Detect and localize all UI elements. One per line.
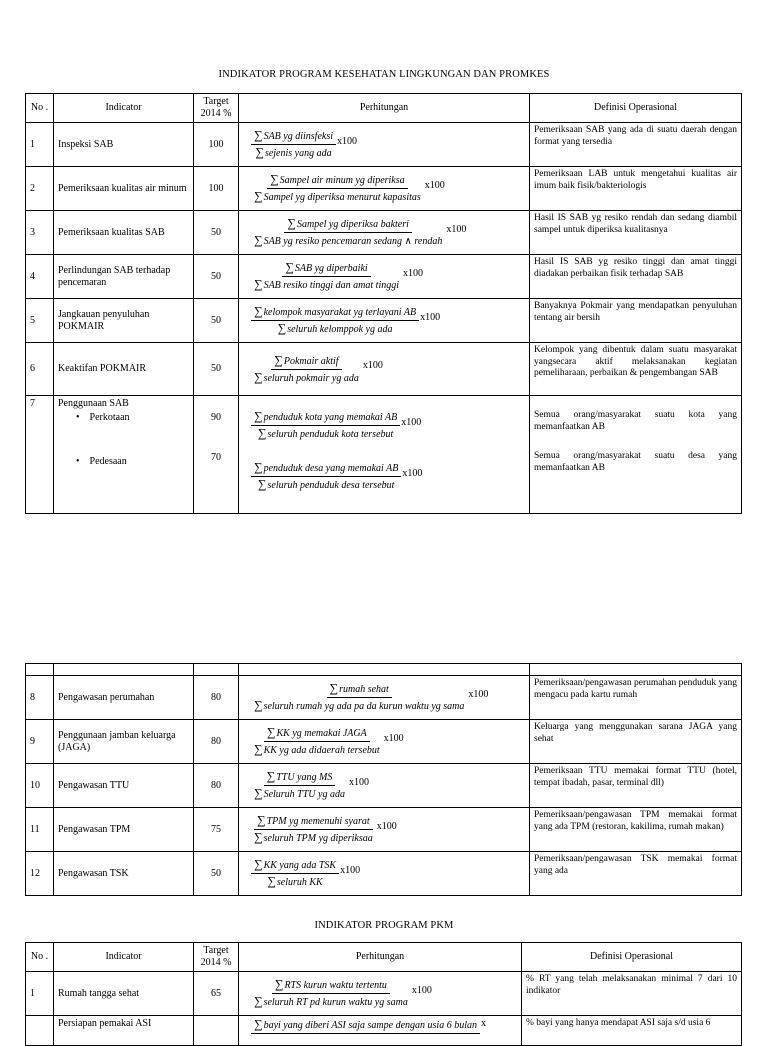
- row-formula: $\frac{\text{∑TTU yang MS}}{\text{∑Seluruh TTU yg ada}}$ x100: [239, 764, 530, 808]
- header-row: [26, 94, 742, 123]
- formula-numerator: Sampel yg diperiksa bakteri: [296, 219, 409, 230]
- row-indicator: Pengawasan TSK: [54, 852, 194, 896]
- row-formula: $\frac{\text{∑Sampel air minum yg diperiksa}}{\text{∑Sampel yg diperiksa menurut kapasitas}}$ x100: [239, 167, 530, 211]
- row-no: 7: [26, 396, 54, 514]
- formula-denominator: seluruh TPM yg diperiksaa: [263, 833, 373, 844]
- row-target: [194, 1016, 239, 1046]
- row-no: 1: [26, 972, 54, 1016]
- row-definition: Hasil IS SAB yg resiko tinggi dan amat tinggi diadakan perbaikan fisik terhadap SAB: [530, 255, 742, 299]
- header-definisi: Definisi Operasional: [522, 943, 742, 972]
- row-no: 5: [26, 299, 54, 343]
- header-definisi: Definisi Operasional: [530, 94, 742, 123]
- formula-multiplier: x100: [402, 467, 423, 479]
- header-target: Target 2014 %: [194, 943, 239, 972]
- row-indicator: Penggunaan jamban keluarga (JAGA): [54, 720, 194, 764]
- sub-indicator-pedesaan: • Pedesaan: [76, 456, 189, 468]
- table-row: [26, 808, 742, 852]
- row-target: 100: [194, 123, 239, 167]
- row-formula: $\frac{\text{∑SAB yg diperbaiki}}{\text{∑SAB resiko tinggi dan amat tinggi}}$ x100: [239, 255, 530, 299]
- row-definition: Pemeriksaan/pengawasan TSK memakai format yang ada: [530, 852, 742, 896]
- table-pkm: [25, 942, 742, 1046]
- row-definition: Kelompok yang dibentuk dalam suatu masyarakat yangsecara aktif melaksanakan kegiatan pemeliharaan, perbaikan & pengembangan SAB: [530, 343, 742, 396]
- row-indicator-group: [54, 396, 194, 514]
- formula-multiplier: x100: [420, 311, 441, 323]
- row-target-pedesaan: 70: [211, 452, 221, 463]
- formula-numerator: TPM yg memenuhi syarat: [266, 816, 370, 827]
- row-target: 75: [194, 808, 239, 852]
- table-row: [26, 676, 742, 720]
- formula-denominator: seluruh kelomppok yg ada: [287, 324, 393, 335]
- row-indicator: Pemeriksaan kualitas air minum: [54, 167, 194, 211]
- table-kesling-promkes: [25, 93, 742, 514]
- row-indicator: Pengawasan perumahan: [54, 676, 194, 720]
- table-row: [26, 167, 742, 211]
- row-formula: $\frac{\text{∑RTS kurun waktu tertentu}}{\text{∑seluruh RT pd kurun waktu yg sama}}$ x100: [239, 972, 522, 1016]
- row-no: 12: [26, 852, 54, 896]
- row-target: 50: [194, 852, 239, 896]
- row-definition: Pemeriksaan LAB untuk mengetahui kualitas air imum baik fisik/bakteriologis: [530, 167, 742, 211]
- table-row: [26, 720, 742, 764]
- table-row: [26, 255, 742, 299]
- formula-multiplier: x100: [376, 820, 397, 832]
- row-indicator: Pengawasan TTU: [54, 764, 194, 808]
- row-definition: Banyaknya Pokmair yang mendapatkan penyuluhan tentang air bersih: [530, 299, 742, 343]
- row-indicator: Inspeksi SAB: [54, 123, 194, 167]
- formula-multiplier: x100: [362, 360, 383, 371]
- row-formula-group: $\frac{\text{∑penduduk kota yang memakai AB}}{\text{∑seluruh penduduk kota tersebut}}$ x100 $\frac{\text{∑penduduk desa yang memakai AB}}{\text{∑seluruh penduduk desa tersebut}}$ x100: [239, 396, 530, 514]
- formula-denominator: SAB yg resiko pencemaran sedang ∧ rendah: [263, 236, 443, 247]
- formula-numerator: KK yang ada TSK: [263, 860, 337, 871]
- row-formula: $\frac{\text{∑Sampel yg diperiksa bakteri}}{\text{∑SAB yg resiko pencemaran sedang ∧ rendah}}$ x100: [239, 211, 530, 255]
- table-row: [26, 211, 742, 255]
- formula-numerator: penduduk kota yang memakai AB: [263, 412, 398, 423]
- row-indicator: Perlindungan SAB terhadap pencemaran: [54, 255, 194, 299]
- row-no: 3: [26, 211, 54, 255]
- row-formula: $\frac{\text{∑KK yang ada TSK}}{\text{∑seluruh KK}}$ x100: [239, 852, 530, 896]
- table-row: [26, 396, 742, 514]
- header-perhitungan: Perhitungan: [239, 94, 530, 123]
- header-no: No .: [26, 94, 54, 123]
- row-definition: % RT yang telah melaksanakan minimal 7 dari 10 indikator: [522, 972, 742, 1016]
- row-indicator: Pengawasan TPM: [54, 808, 194, 852]
- table-row: [26, 852, 742, 896]
- formula-multiplier: x100: [340, 864, 361, 876]
- header-target: Target 2014 %: [194, 94, 239, 123]
- row-no: 4: [26, 255, 54, 299]
- row-formula: $\frac{\text{∑KK yg memakai JAGA}}{\text{∑KK yg ada didaerah tersebut}}$ x100: [239, 720, 530, 764]
- formula-multiplier: x100: [446, 223, 467, 235]
- table-row: [26, 299, 742, 343]
- formula-multiplier: x100: [383, 732, 404, 744]
- formula-numerator: TTU yang MS: [276, 772, 333, 783]
- row-no: 1: [26, 123, 54, 167]
- formula-multiplier: x100: [424, 179, 445, 191]
- row-no: 8: [26, 676, 54, 720]
- row-definition-perkotaan: Semua orang/masyarakat suatu kota yang memanfaatkan AB: [534, 410, 737, 432]
- formula-numerator: penduduk desa yang memakai AB: [263, 463, 399, 474]
- row-indicator: Rumah tangga sehat: [54, 972, 194, 1016]
- row-target: 80: [194, 676, 239, 720]
- row-target: 80: [194, 720, 239, 764]
- row-no: 10: [26, 764, 54, 808]
- formula-denominator: SAB resiko tinggi dan amat tinggi: [263, 280, 400, 291]
- table-kesling-continued: [25, 663, 742, 896]
- table-row: [26, 972, 742, 1016]
- empty-header-row: [26, 664, 742, 676]
- row-indicator: Pemeriksaan kualitas SAB: [54, 211, 194, 255]
- row-formula: $\frac{\text{∑Pokmair aktif}}{\text{∑seluruh pokmair yg ada}}$ x100: [239, 343, 530, 396]
- formula-multiplier: x100: [403, 267, 424, 279]
- formula-numerator: KK yg memakai JAGA: [276, 728, 367, 739]
- table-row: [26, 123, 742, 167]
- row-target: 50: [194, 211, 239, 255]
- row-target-perkotaan: 90: [211, 412, 221, 423]
- formula-denominator: seluruh KK: [276, 877, 323, 888]
- row-target: 50: [194, 343, 239, 396]
- row-definition: Keluarga yang menggunakan sarana JAGA yang sehat: [530, 720, 742, 764]
- row-formula: $\frac{\text{∑TPM yg memenuhi syarat}}{\text{∑seluruh TPM yg diperiksaa}}$ x100: [239, 808, 530, 852]
- header-indicator: Indicator: [54, 94, 194, 123]
- formula-multiplier: x100: [348, 776, 369, 788]
- header-row: [26, 943, 742, 972]
- row-definition-pedesaan: Semua orang/masyarakat suatu desa yang memanfaatkan AB: [534, 451, 737, 473]
- row-no: 9: [26, 720, 54, 764]
- table1-title: INDIKATOR PROGRAM KESEHATAN LINGKUNGAN DAN PROMKES: [218, 69, 550, 80]
- row-indicator: Persiapan pemakai ASI: [54, 1016, 194, 1046]
- formula-multiplier: x100: [411, 984, 432, 996]
- row-no: 6: [26, 343, 54, 396]
- formula-multiplier: x100: [468, 688, 489, 700]
- row-no: 11: [26, 808, 54, 852]
- table-row: [26, 343, 742, 396]
- row-indicator: Penggunaan SAB: [58, 398, 129, 409]
- row-target: 50: [194, 255, 239, 299]
- formula-numerator: kelompok masyarakat yg terlayani AB: [263, 307, 417, 318]
- header-indicator: Indicator: [54, 943, 194, 972]
- row-definition: Pemeriksaan TTU memakai format TTU (hotel, tempat ibadah, pasar, terminal dll): [530, 764, 742, 808]
- row-definition-group: [530, 396, 742, 514]
- sub-indicator-perkotaan: • Perkotaan: [76, 412, 189, 424]
- row-target: 65: [194, 972, 239, 1016]
- formula-numerator: Sampel air minum yg diperiksa: [279, 175, 405, 186]
- formula-multiplier: x: [480, 1017, 486, 1029]
- formula-numerator: SAB yg diinsfeksi: [263, 131, 333, 142]
- formula-denominator: seluruh pokmair yg ada: [263, 372, 359, 384]
- row-target: 50: [194, 299, 239, 343]
- formula-denominator: KK yg ada didaerah tersebut: [263, 745, 380, 756]
- formula-denominator: Seluruh TTU yg ada: [263, 789, 345, 800]
- formula-numerator: bayi yang diberi ASI saja sampe dengan usia 6 bulan: [263, 1020, 477, 1031]
- row-formula: ∑bayi yang diberi ASI saja sampe dengan usia 6 bulan x: [239, 1016, 522, 1046]
- table-row: [26, 764, 742, 808]
- formula-multiplier: x100: [337, 135, 357, 147]
- row-indicator: Jangkauan penyuluhan POKMAIR: [54, 299, 194, 343]
- row-definition: Pemeriksaan SAB yang ada di suatu daerah dengan format yang tersedia: [530, 123, 742, 167]
- formula-numerator: rumah sehat: [339, 684, 389, 695]
- formula-numerator: Pokmair aktif: [283, 355, 339, 367]
- table-row: [26, 1016, 742, 1046]
- formula-multiplier: x100: [401, 416, 422, 428]
- row-definition: Pemeriksaan/pengawasan TPM memakai format yang ada TPM (restoran, kakilima, rumah makan): [530, 808, 742, 852]
- row-definition: % bayi yang hanya mendapat ASI saja s/d usia 6: [522, 1016, 742, 1046]
- row-target: 80: [194, 764, 239, 808]
- row-formula: $\frac{\text{∑rumah sehat}}{\text{∑seluruh rumah yg ada pa da kurun waktu yg sama}}$ x100: [239, 676, 530, 720]
- row-formula: $\frac{\text{∑kelompok masyarakat yg terlayani AB}}{\text{∑seluruh kelomppok yg ada}}$ x100: [239, 299, 530, 343]
- row-no: [26, 1016, 54, 1046]
- row-target-group: [194, 396, 239, 514]
- formula-denominator: seluruh RT pd kurun waktu yg sama: [263, 997, 408, 1008]
- formula-denominator: seluruh penduduk desa tersebut: [267, 480, 395, 491]
- formula-denominator: Sampel yg diperiksa menurut kapasitas: [263, 192, 421, 203]
- row-no: 2: [26, 167, 54, 211]
- row-definition: Hasil IS SAB yg resiko rendah dan sedang diambil sampel untuk diperiksa kualitasnya: [530, 211, 742, 255]
- row-target: 100: [194, 167, 239, 211]
- formula-denominator: seluruh penduduk kota tersebut: [267, 429, 394, 440]
- table3-title: INDIKATOR PROGRAM PKM: [314, 920, 454, 931]
- formula-denominator: seluruh rumah yg ada pa da kurun waktu yg sama: [263, 701, 465, 712]
- row-indicator: Keaktifan POKMAIR: [54, 343, 194, 396]
- formula-numerator: SAB yg diperbaiki: [294, 263, 368, 274]
- row-definition: Pemeriksaan/pengawasan perumahan penduduk yang mengacu pada kartu rumah: [530, 676, 742, 720]
- header-no: No .: [26, 943, 54, 972]
- row-formula: $\frac{\text{∑SAB yg diinsfeksi}}{\text{∑sejenis yang ada}}$ x100: [239, 123, 530, 167]
- formula-numerator: RTS kurun waktu tertentu: [284, 980, 387, 991]
- header-perhitungan: Perhitungan: [239, 943, 522, 972]
- formula-denominator: sejenis yang ada: [264, 148, 332, 159]
